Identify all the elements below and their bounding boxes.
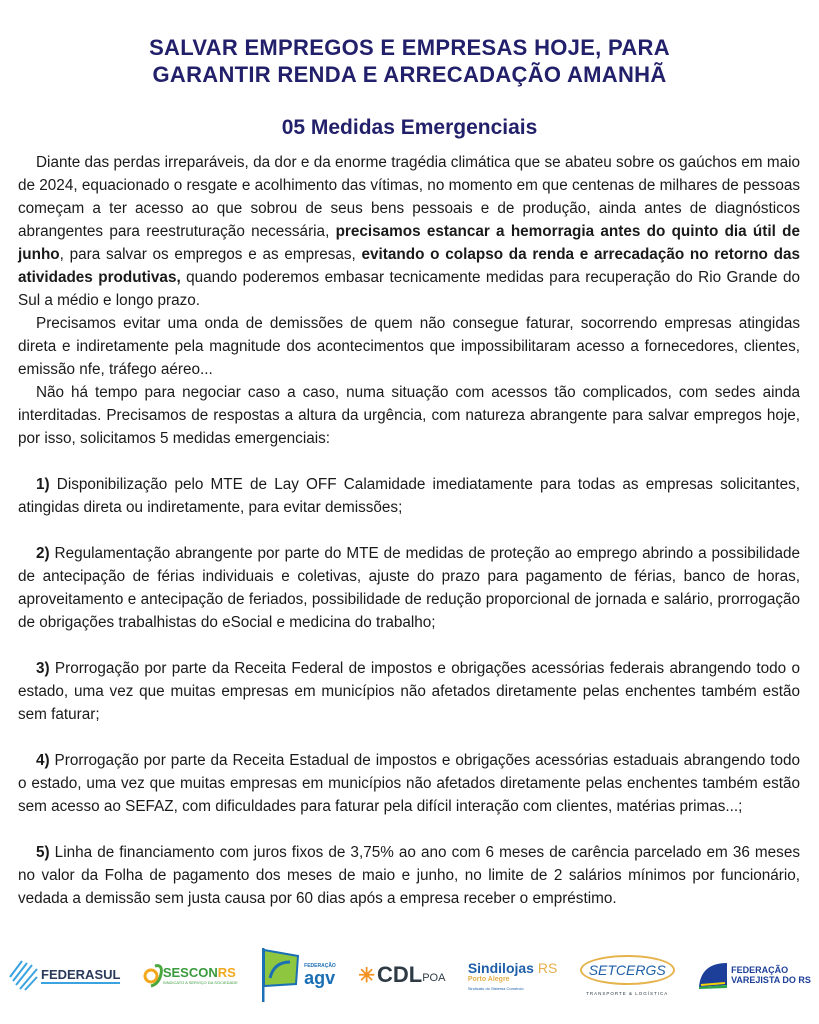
logo-setcergs: [580, 955, 675, 996]
federacao-varejista-mark-icon: [697, 961, 729, 989]
agv-text: agv: [304, 968, 336, 988]
agv-flag-icon: [260, 946, 300, 1004]
federasul-text: FEDERASUL: [41, 966, 121, 982]
sescon-subtitle: SINDICATO A SERVIÇO DA SOCIEDADE: [162, 980, 238, 985]
agv-top-text: FEDERAÇÃO: [304, 963, 336, 969]
cdl-text: CDL: [376, 962, 423, 987]
text: quando poderemos embasar tecnicamente medidas para recuperação do Rio Grande do Sul a médio e longo prazo.: [18, 269, 801, 309]
sindilojas-subtitle: Sindicato do Sistema Comércio: [467, 985, 524, 991]
text: , para salvar os empregos e as empresas,: [59, 246, 362, 263]
measure-text: Regulamentação abrangente por parte do MTE de medidas de proteção ao emprego abrindo a possibilidade de antecipação de férias individuais e coletivas, ajuste do prazo para pagamento de férias, banco de horas, aproveitamento e antecipação de feriados, possibilidade de redução proporcional de jornada e salário, prorrogação de obrigações trabalhistas do eSocial e medicina do trabalho;: [18, 545, 800, 631]
document-subtitle: 05 Medidas Emergenciais: [281, 116, 538, 139]
document-title: [0, 34, 819, 88]
measure-text: Prorrogação por parte da Receita Estadual de impostos e obrigações acessórias estaduais abrangendo todo o estado, uma vez que muitas empresas em municípios não afetados diretamente pelas enchentes também estão sem acesso ao SEFAZ, com dificuldades para faturar pela difícil interação com clientes, matérias primas...;: [18, 752, 800, 815]
measure-number: 2): [36, 545, 50, 562]
document-body: [18, 151, 800, 910]
logo-federasul: [8, 959, 120, 991]
logo-federacao-varejista: [697, 961, 811, 989]
sindilojas-text: Sindilojas: [467, 959, 534, 976]
paragraph-3: Não há tempo para negociar caso a caso, numa situação com acessos tão complicados, com sedes ainda interditadas. Precisamos de respostas a altura da urgência, com natureza abrangente para salvar empregos hoje, por isso, solicitamos 5 medidas emergenciais:: [18, 384, 800, 447]
fvrs-line-2: VAREJISTA DO RS: [731, 975, 811, 985]
title-line-2: GARANTIR RENDA E ARRECADAÇÃO AMANHÃ: [152, 62, 667, 87]
sponsor-logos: [8, 940, 811, 1010]
measure-number: 4): [36, 752, 50, 769]
cdl-poa-text: POA: [422, 972, 446, 984]
measure-5: [18, 841, 800, 910]
fvrs-line-1: FEDERAÇÃO: [731, 965, 789, 975]
measure-number: 3): [36, 660, 50, 677]
cdl-star-icon: ✳: [358, 964, 375, 987]
federasul-stripes-icon: [8, 959, 38, 991]
measure-text: Linha de financiamento com juros fixos de 3,75% ao ano com 6 meses de carência parcelado em 36 meses no valor da Folha de pagamento dos meses de maio e junho, no limite de 2 salários mínimos por funcionário, vedada a demissão sem justa causa por 60 dias após a empresa receber o empréstimo.: [18, 844, 800, 907]
paragraph-intro: [18, 151, 800, 312]
measure-1: [18, 473, 800, 519]
title-line-1: SALVAR EMPREGOS E EMPRESAS HOJE, PARA: [149, 35, 670, 60]
paragraph-2: Precisamos evitar uma onda de demissões de quem não consegue faturar, socorrendo empresas atingidas direta e indiretamente pela magnitude dos acontecimentos que impossibilitaram acesso a fornecedores, clientes, emissão nfe, tráfego aéreo...: [18, 315, 800, 378]
emphasis: evitando o colapso da renda e arrecadação no retorno das atividades produtivas,: [18, 246, 800, 286]
sescon-rs-text: RS: [217, 965, 236, 980]
measure-number: 5): [36, 844, 50, 861]
logo-sescon: [143, 962, 238, 988]
setcergs-subtitle: TRANSPORTE & LOGÍSTICA: [586, 990, 669, 996]
sindilojas-rs-text: RS: [537, 959, 558, 976]
sescon-text: SESCON: [162, 965, 218, 980]
measure-text: Disponibilização pelo MTE de Lay OFF Calamidade imediatamente para todas as empresas solicitantes, atingidas direta ou indiretamente, para evitar demissões;: [18, 476, 800, 516]
emphasis: precisamos estancar a hemorragia antes do quinto dia útil de junho: [18, 223, 800, 263]
measure-text: Prorrogação por parte da Receita Federal de impostos e obrigações acessórias federais abrangendo todo o estado, uma vez que muitas empresas em municípios não afetados diretamente pelas enchentes também estão sem faturar;: [18, 660, 800, 723]
measure-3: [18, 657, 800, 726]
logo-agv: [260, 946, 336, 1004]
measure-number: 1): [36, 476, 50, 493]
logo-cdl: [358, 962, 445, 988]
measure-2: [18, 542, 800, 634]
sescon-mark-icon: [143, 962, 163, 988]
setcergs-text: SETCERGS: [580, 955, 675, 985]
sindilojas-city: Porto Alegre: [467, 975, 510, 983]
logo-sindilojas: [468, 960, 557, 991]
text: Diante das perdas irreparáveis, da dor e da enorme tragédia climática que se abateu sobre os gaúchos em maio de 2024, equacionado o resgate e acolhimento das vítimas, no momento em que centenas de milhares de pessoas começam a ter acesso ao que sobrou de seus bens pessoais e de produção, ainda antes de diagnósticos abrangentes para reestruturação necessária,: [18, 154, 800, 240]
measure-4: [18, 749, 800, 818]
